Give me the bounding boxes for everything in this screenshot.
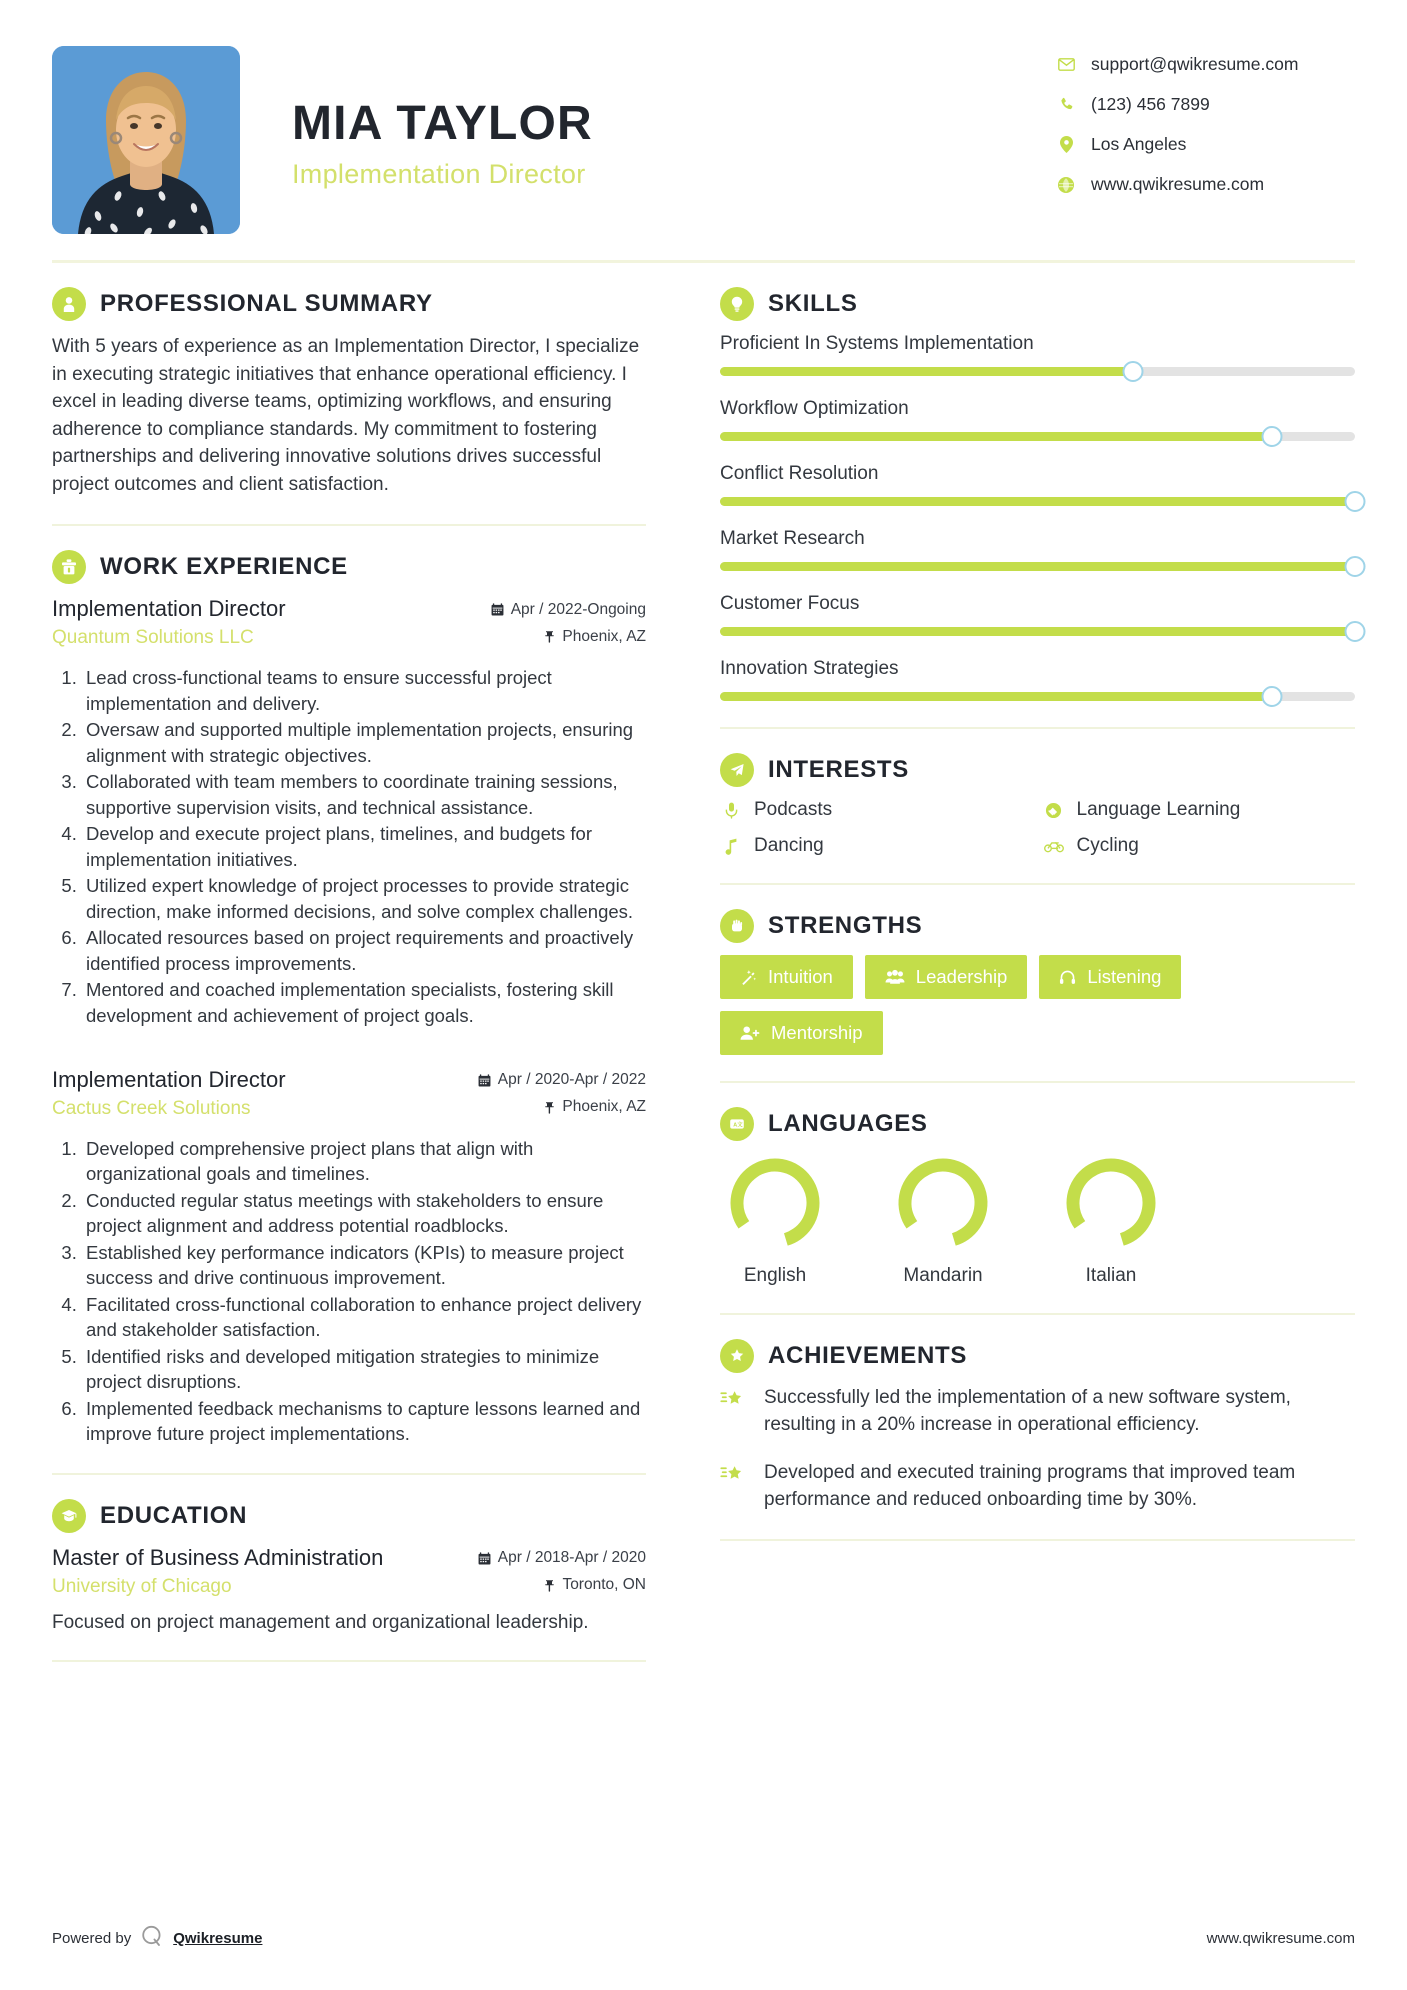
contact-phone-value: (123) 456 7899 — [1091, 94, 1210, 114]
headphones-icon — [1059, 969, 1076, 986]
interest-item — [720, 799, 1033, 821]
globe-icon — [1055, 177, 1077, 193]
skill-label: Proficient In Systems Implementation — [720, 333, 1034, 354]
section-education — [52, 1499, 646, 1634]
interest-label: Cycling — [1076, 835, 1139, 856]
divider — [720, 1539, 1355, 1541]
skill-label: Conflict Resolution — [720, 463, 879, 484]
skill-bar[interactable] — [720, 497, 1355, 506]
job-dates-value: Apr / 2020-Apr / 2022 — [497, 1071, 646, 1088]
language-globe-icon — [1043, 802, 1065, 819]
divider — [52, 1473, 646, 1475]
bicycle-icon — [1043, 839, 1065, 853]
bullet-item: 4. Develop and execute project plans, timelines, and budgets for implementation initiatives. — [82, 821, 646, 872]
interest-item — [1043, 799, 1356, 821]
skill-bar-fill — [720, 562, 1355, 571]
divider — [720, 1313, 1355, 1315]
bullet-item: 1. Developed comprehensive project plans that align with organizational goals and timelines. — [82, 1136, 646, 1187]
svg-text:A: A — [733, 1122, 738, 1129]
job-location — [544, 1098, 646, 1116]
award-star-icon — [720, 1339, 754, 1373]
section-skills — [720, 287, 1355, 701]
contact-location — [1055, 134, 1355, 155]
skill-label: Innovation Strategies — [720, 658, 899, 679]
language-item — [1056, 1153, 1166, 1287]
phone-icon — [1055, 97, 1077, 112]
skill-bar[interactable] — [720, 367, 1355, 376]
language-item — [888, 1153, 998, 1287]
skill-bar[interactable] — [720, 562, 1355, 571]
svg-text:文: 文 — [737, 1122, 743, 1129]
job-location-value: Phoenix, AZ — [562, 627, 646, 645]
job-dates — [491, 601, 646, 619]
person-icon — [52, 287, 86, 321]
contact-list — [1055, 46, 1355, 214]
section-languages — [720, 1107, 1355, 1287]
skill-item — [720, 593, 1355, 636]
bullet-item: 2. Oversaw and supported multiple implementation projects, ensuring alignment with strategic objectives. — [82, 717, 646, 768]
section-interests — [720, 753, 1355, 857]
section-header — [720, 1107, 1355, 1141]
section-title: INTERESTS — [768, 756, 909, 783]
skill-label: Workflow Optimization — [720, 398, 909, 419]
interest-item — [1043, 835, 1356, 857]
job-company: Quantum Solutions LLC — [52, 627, 254, 649]
achievement-item — [720, 1460, 1355, 1513]
section-header — [720, 1339, 1355, 1373]
skill-item — [720, 398, 1355, 441]
interests-list — [720, 799, 1355, 857]
language-donut — [1061, 1153, 1161, 1253]
lightbulb-icon — [720, 287, 754, 321]
section-title: STRENGTHS — [768, 912, 923, 939]
strength-tag — [865, 955, 1028, 999]
skill-bar-knob[interactable] — [1122, 361, 1143, 382]
magic-wand-icon — [740, 969, 757, 986]
job-bullets — [52, 665, 646, 1028]
skill-bar-fill — [720, 497, 1355, 506]
skill-bar-knob[interactable] — [1345, 621, 1366, 642]
music-note-icon — [720, 838, 742, 855]
education-location — [544, 1576, 646, 1594]
skills-list — [720, 333, 1355, 701]
skill-item — [720, 333, 1355, 376]
people-group-icon — [885, 969, 905, 985]
section-work-experience — [52, 550, 646, 1446]
bullet-item: 1. Lead cross-functional teams to ensure successful project implementation and delivery. — [82, 665, 646, 716]
section-header — [52, 1499, 646, 1533]
skill-bar-fill — [720, 432, 1272, 441]
bullet-item: 5. Utilized expert knowledge of project processes to provide strategic direction, make informed decisions, and solve complex challenges. — [82, 873, 646, 924]
skill-bar[interactable] — [720, 692, 1355, 701]
section-header — [52, 550, 646, 584]
section-professional-summary — [52, 287, 646, 498]
interest-label: Language Learning — [1076, 799, 1241, 820]
skill-bar-fill — [720, 627, 1355, 636]
divider — [52, 1660, 646, 1662]
section-achievements — [720, 1339, 1355, 1513]
contact-website-value: www.qwikresume.com — [1091, 174, 1265, 194]
brand-link[interactable]: Qwikresume — [173, 1929, 263, 1947]
left-column — [52, 287, 680, 1686]
contact-email-value: support@qwikresume.com — [1091, 54, 1299, 74]
strength-tag — [720, 955, 853, 999]
user-plus-icon — [740, 1025, 760, 1041]
education-description: Focused on project management and organizational leadership. — [52, 1611, 589, 1633]
section-header — [52, 287, 646, 321]
strength-tag — [1039, 955, 1181, 999]
strengths-list — [720, 955, 1355, 1055]
skill-bar-knob[interactable] — [1262, 426, 1283, 447]
skill-bar-fill — [720, 367, 1133, 376]
map-pin-icon — [1055, 136, 1077, 153]
q-logo-icon — [140, 1924, 164, 1952]
languages-list — [720, 1153, 1355, 1287]
strength-label: Leadership — [915, 966, 1008, 987]
language-donut — [725, 1153, 825, 1253]
bullet-item: 2. Conducted regular status meetings with stakeholders to ensure project alignment and address potential roadblocks. — [82, 1188, 646, 1239]
star-shooting-icon — [720, 1460, 750, 1513]
name-block — [240, 46, 1055, 190]
powered-by — [52, 1924, 262, 1952]
skill-bar-knob[interactable] — [1345, 556, 1366, 577]
section-title: LANGUAGES — [768, 1110, 928, 1137]
skill-item — [720, 528, 1355, 571]
paper-plane-icon — [720, 753, 754, 787]
job-bullets — [52, 1136, 646, 1447]
calendar-icon — [478, 1074, 491, 1087]
star-shooting-icon — [720, 1385, 750, 1438]
job-location — [544, 628, 646, 646]
interest-label: Dancing — [754, 835, 824, 856]
skill-bar[interactable] — [720, 432, 1355, 441]
skill-label: Customer Focus — [720, 593, 860, 614]
divider — [52, 524, 646, 526]
resume-header — [52, 0, 1355, 256]
contact-phone[interactable] — [1055, 94, 1355, 115]
bullet-item: 5. Identified risks and developed mitigation strategies to minimize project disruptions. — [82, 1344, 646, 1395]
calendar-icon — [491, 603, 504, 616]
section-title: EDUCATION — [100, 1501, 248, 1529]
education-item — [52, 1545, 646, 1634]
language-donut — [893, 1153, 993, 1253]
achievement-text: Successfully led the implementation of a new software system, resulting in a 20% increase in operational efficiency. — [764, 1387, 1291, 1435]
section-header — [720, 909, 1355, 943]
microphone-icon — [720, 802, 742, 819]
footer-url: www.qwikresume.com — [1206, 1929, 1355, 1947]
job-location-value: Phoenix, AZ — [562, 1098, 646, 1115]
section-title: PROFESSIONAL SUMMARY — [100, 290, 433, 317]
pin-icon — [544, 630, 555, 643]
summary-text: With 5 years of experience as an Implementation Director, I specialize in executing strategic initiatives that enhance operational efficiency. I excel in leading diverse teams, optimizing workflows, and ensuring adherence to compliance standards. My commitment to fostering partnerships and delivering innovative solutions drives successful project outcomes and client satisfaction. — [52, 336, 640, 495]
skill-bar-knob[interactable] — [1345, 491, 1366, 512]
pin-icon — [544, 1101, 555, 1114]
divider — [720, 883, 1355, 885]
contact-email[interactable] — [1055, 54, 1355, 75]
achievement-text: Developed and executed training programs that improved team performance and reduced onboarding time by 30%. — [764, 1462, 1296, 1510]
education-dates — [478, 1549, 646, 1567]
translate-icon — [720, 1107, 754, 1141]
bullet-item: 6. Allocated resources based on project requirements and proactively identified process improvements. — [82, 925, 646, 976]
interest-label: Podcasts — [754, 799, 833, 820]
strength-label: Intuition — [768, 966, 833, 987]
bullet-item: 3. Collaborated with team members to coordinate training sessions, supportive supervision visits, and technical assistance. — [82, 769, 646, 820]
graduation-cap-icon — [52, 1499, 86, 1533]
skill-bar[interactable] — [720, 627, 1355, 636]
pin-icon — [544, 1579, 555, 1592]
skill-bar-knob[interactable] — [1262, 686, 1283, 707]
achievement-item — [720, 1385, 1355, 1438]
bullet-item: 3. Established key performance indicators (KPIs) to measure project success and drive continuous improvement. — [82, 1240, 646, 1291]
language-label: Italian — [1085, 1265, 1137, 1286]
skill-item — [720, 463, 1355, 506]
fist-icon — [720, 909, 754, 943]
interest-item — [720, 835, 1033, 857]
job-title: Implementation Director — [292, 158, 586, 189]
job-company: Cactus Creek Solutions — [52, 1097, 251, 1119]
bullet-item: 7. Mentored and coached implementation specialists, fostering skill development and achievement of project goals. — [82, 977, 646, 1028]
education-location-value: Toronto, ON — [562, 1576, 646, 1594]
experience-item — [52, 596, 646, 1028]
strength-tag — [720, 1011, 883, 1055]
strength-label: Mentorship — [771, 1022, 863, 1043]
skill-item — [720, 658, 1355, 701]
section-header — [720, 287, 1355, 321]
right-column — [680, 287, 1355, 1565]
divider — [720, 1081, 1355, 1083]
contact-location-value: Los Angeles — [1091, 134, 1187, 154]
section-header — [720, 753, 1355, 787]
divider — [720, 727, 1355, 729]
language-item — [720, 1153, 830, 1287]
page-footer — [52, 1924, 1355, 1952]
envelope-icon — [1055, 58, 1077, 71]
calendar-icon — [478, 1552, 491, 1565]
section-strengths — [720, 909, 1355, 1055]
job-role: Implementation Director — [52, 596, 286, 622]
skill-bar-fill — [720, 692, 1272, 701]
bullet-item: 6. Implemented feedback mechanisms to capture lessons learned and improve future project implementations. — [82, 1396, 646, 1447]
avatar — [52, 46, 240, 234]
experience-item — [52, 1067, 646, 1447]
education-dates-value: Apr / 2018-Apr / 2020 — [497, 1549, 646, 1567]
briefcase-icon — [52, 550, 86, 584]
powered-by-label: Powered by — [52, 1929, 132, 1947]
section-title: SKILLS — [768, 290, 858, 317]
skill-label: Market Research — [720, 528, 865, 549]
section-title: WORK EXPERIENCE — [100, 553, 348, 581]
job-dates — [478, 1071, 646, 1089]
strength-label: Listening — [1087, 966, 1162, 987]
page-title: MIA TAYLOR — [292, 97, 593, 150]
language-label: Mandarin — [903, 1265, 983, 1286]
resume-body — [52, 263, 1355, 1686]
language-label: English — [743, 1265, 807, 1286]
bullet-item: 4. Facilitated cross-functional collaboration to enhance project delivery and stakeholder satisfaction. — [82, 1292, 646, 1343]
contact-website[interactable] — [1055, 174, 1355, 195]
job-dates-value: Apr / 2022-Ongoing — [510, 600, 646, 618]
section-title: ACHIEVEMENTS — [768, 1342, 968, 1369]
education-school: University of Chicago — [52, 1575, 232, 1597]
education-degree: Master of Business Administration — [52, 1544, 384, 1570]
job-role: Implementation Director — [52, 1066, 286, 1092]
